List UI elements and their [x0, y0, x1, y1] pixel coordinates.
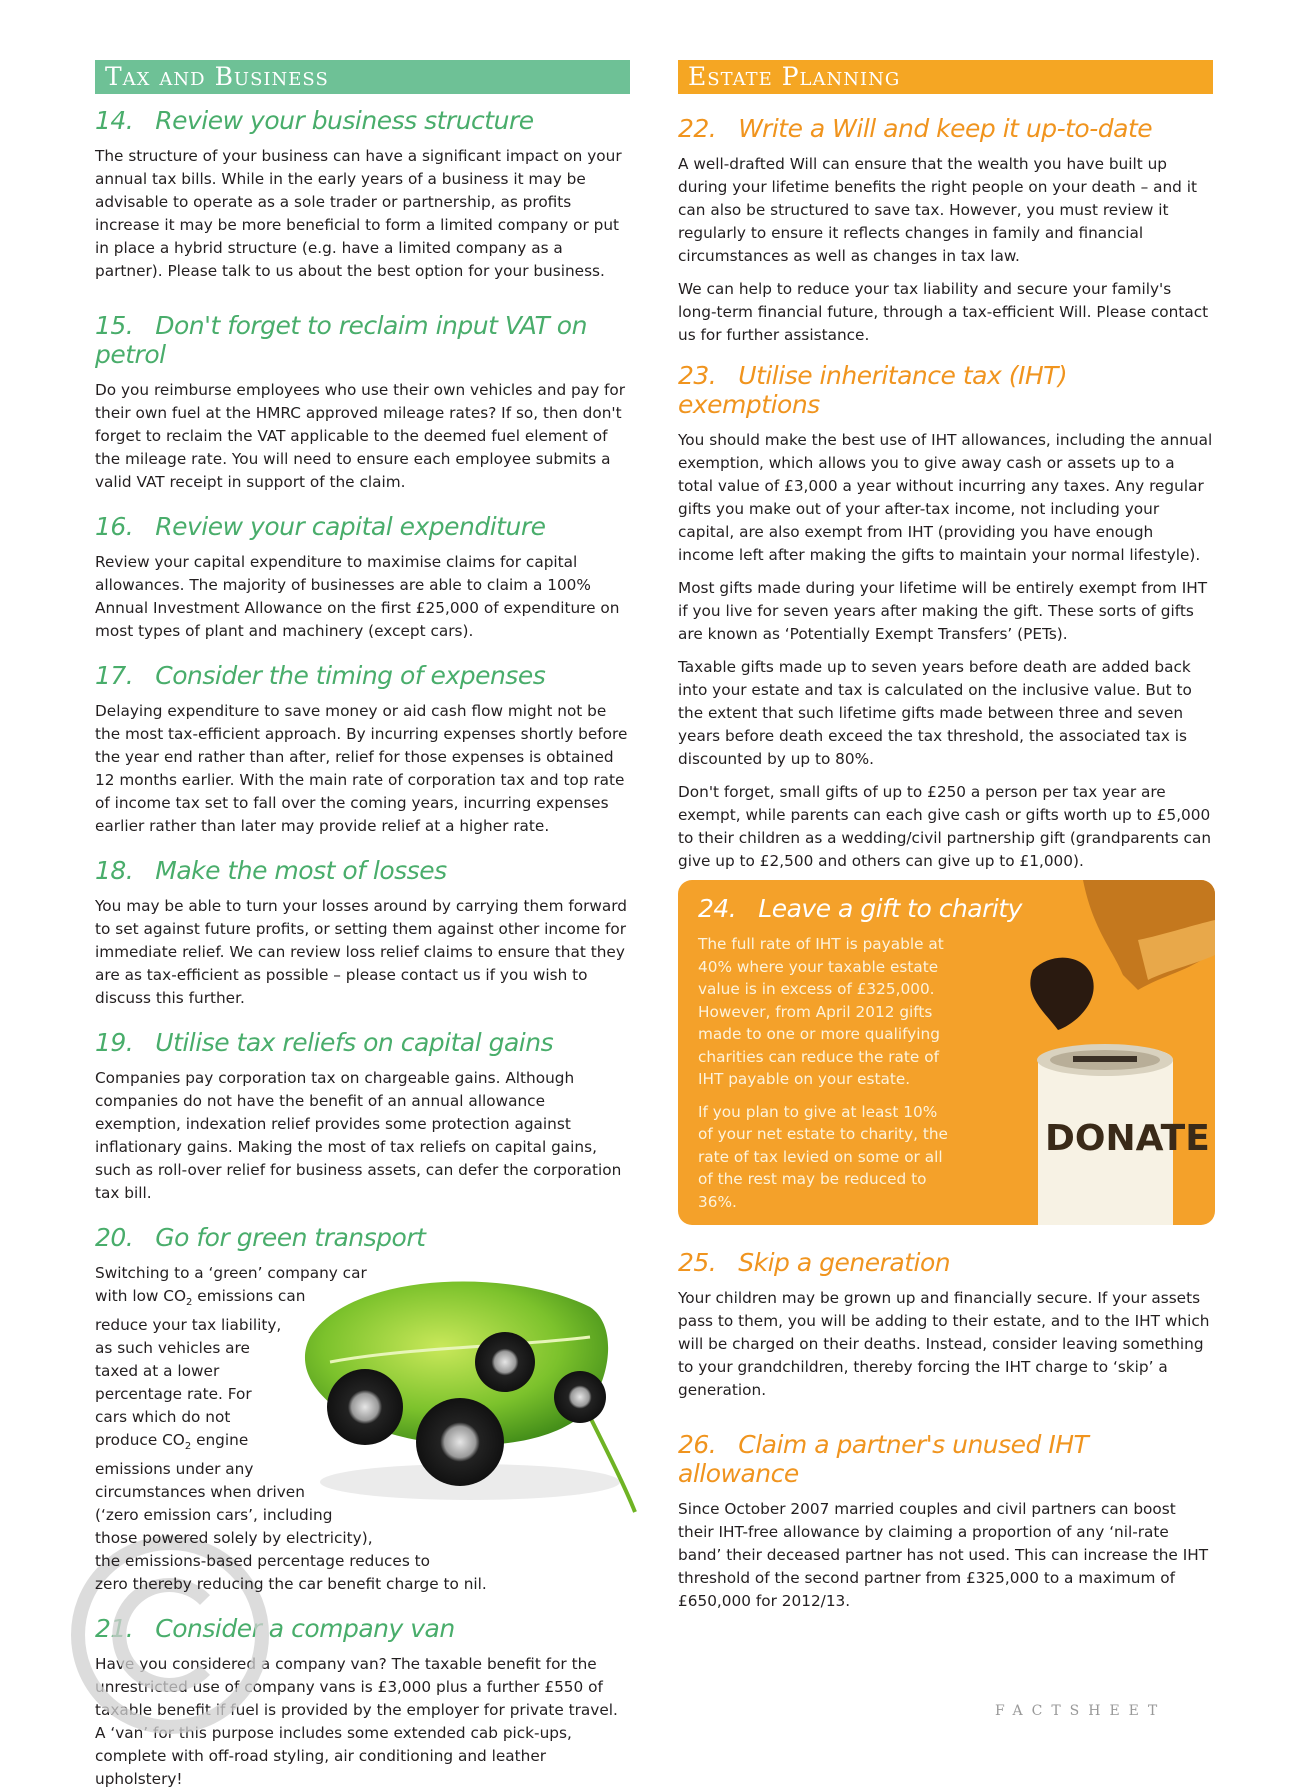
section-19-body: Companies pay corporation tax on chargeable gains. Although companies do not have the benefit of an annual allowance exemption, indexation relief provides some protection against inflationary gains. Making the most of tax reliefs on capital gains, such as roll-over relief for business assets, can defer the corporation tax bill. — [95, 1069, 622, 1202]
section-22-body-1: A well-drafted Will can ensure that the wealth you have built up during your lifetime benefits the right people on your death – and it can also be structured to save tax. However, you must review it regularly to ensure it reflects changes in family and financial circumstances as well as changes in tax law. — [678, 155, 1197, 265]
section-22-body-2: We can help to reduce your tax liability and secure your family's long-term financial future, through a tax-efficient Will. Please contact us for further assistance. — [678, 280, 1209, 344]
estate-planning-lower — [678, 1248, 1213, 1613]
section-23-body-2: Most gifts made during your lifetime will be entirely exempt from IHT if you live for seven years after making the gift. These sorts of gifts are known as ‘Potentially Exempt Transfers’ (PETs). — [678, 579, 1208, 643]
section-20-body: Switching to a ‘green’ company car with low $CO_2$ emissions can reduce your tax liability, as such vehicles are taxed at a lower percentage rate. For cars which do not produce $CO_2$ engine emissions under any circumstances when driven (‘zero emission cars’, including those powered solely by electricity), the emissions-based percentage reduces to zero thereby reducing the car benefit charge to nil. — [95, 1262, 630, 1596]
svg-text:DONATE: DONATE — [1045, 1118, 1210, 1159]
section-25-heading: 25. Skip a generation — [678, 1248, 951, 1277]
section-24-heading: 24. Leave a gift to charity — [698, 894, 1022, 923]
section-25-body: Your children may be grown up and financially secure. If your assets pass to them, you will be adding to their estate, and to the IHT which will be charged on their deaths. Instead, consider leaving something to your grandchildren, thereby forcing the IHT charge to ‘skip’ a generation. — [678, 1289, 1210, 1399]
section-26-heading: 26. Claim a partner's unused IHT allowance — [678, 1430, 1089, 1488]
section-23-heading: 23. Utilise inheritance tax (IHT) exemptions — [678, 361, 1068, 419]
section-17-body: Delaying expenditure to save money or aid cash flow might not be the most tax-efficient approach. By incurring expenses shortly before the year end rather than after, relief for those expenses is obtained 12 months earlier. With the main rate of corporation tax and top rate of income tax set to fall over the coming years, incurring expenses earlier rather than later may provide relief at a higher rate. — [95, 702, 628, 835]
section-18-body: You may be able to turn your losses around by carrying them forward to set against future profits, or setting them against other income for immediate relief. We can review loss relief claims to ensure that they are as tax-efficient as possible – please contact us if you wish to discuss this further. — [95, 897, 627, 1007]
section-14-body: The structure of your business can have a significant impact on your annual tax bills. While in the early years of a business it may be advisable to operate as a sole trader or partnership, as profits increase it may be more beneficial to form a limited company or put in place a hybrid structure (e.g. have a limited company as a partner). Please talk to us about the best option for your business. — [95, 147, 622, 280]
section-19-heading: 19. Utilise tax reliefs on capital gains — [95, 1028, 554, 1057]
tax-business-header: Tax and Business — [95, 60, 630, 94]
section-15-heading: 15. Don't forget to reclaim input VAT on petrol — [95, 311, 587, 369]
section-24-body-2: If you plan to give at least 10% of your net estate to charity, the rate of tax levied on some or all of the rest may be reduced to 36%. — [698, 1102, 948, 1211]
charity-callout — [678, 880, 1215, 1225]
section-22-heading: 22. Write a Will and keep it up-to-date — [678, 114, 1153, 143]
estate-planning-column — [678, 60, 1213, 873]
estate-planning-header: Estate Planning — [678, 60, 1213, 94]
section-18-heading: 18. Make the most of losses — [95, 856, 447, 885]
section-26-body: Since October 2007 married couples and civil partners can boost their IHT-free allowance by claiming a proportion of any ‘nil-rate band’ their deceased partner has not used. This can increase the IHT threshold of the second partner from £325,000 to a maximum of £650,000 for 2012/13. — [678, 1500, 1209, 1610]
section-15-body: Do you reimburse employees who use their own vehicles and pay for their own fuel at the HMRC approved mileage rates? If so, then don't forget to reclaim the VAT applicable to the deemed fuel element of the mileage rate. You will need to ensure each employee submits a valid VAT receipt in support of the claim. — [95, 381, 626, 491]
section-21-heading: 21. Consider a company van — [95, 1614, 455, 1644]
section-16-heading: 16. Review your capital expenditure — [95, 512, 546, 541]
section-23-body-3: Taxable gifts made up to seven years before death are added back into your estate and tax is calculated on the inclusive value. But to the extent that such lifetime gifts made between three and seven years before death exceed the tax threshold, the associated tax is discounted by up to 80%. — [678, 658, 1192, 768]
section-16-body: Review your capital expenditure to maximise claims for capital allowances. The majority of businesses are able to claim a 100% Annual Investment Allowance on the first £25,000 of expenditure on most types of plant and machinery (except cars). — [95, 553, 620, 640]
section-21-body: Have you considered a company van? The taxable benefit for the unrestricted use of company vans is £3,000 plus a further £550 of taxable benefit if fuel is provided by the employer for private travel. A ‘van’ for this purpose includes some extended cab pick-ups, complete with off-road styling, air conditioning and leather upholstery! — [95, 1655, 618, 1789]
factsheet-footer: FACTSHEET — [995, 1703, 1167, 1719]
donate-can-illustration — [963, 880, 1215, 1225]
section-17-heading: 17. Consider the timing of expenses — [95, 661, 546, 690]
section-20-heading: 20. Go for green transport — [95, 1223, 426, 1252]
section-24-body-1: The full rate of IHT is payable at 40% where your taxable estate value is in excess of £325,000. However, from April 2012 gifts made to one or more qualifying charities can reduce the rate of IHT payable on your estate. — [698, 935, 944, 1088]
section-23-body-1: You should make the best use of IHT allowances, including the annual exemption, which allows you to give away cash or assets up to a total value of £3,000 a year without incurring any taxes. Any regular gifts you make out of your after-tax income, not including your capital, are also exempt from IHT (providing you have enough income left after making the gifts to maintain your normal lifestyle). — [678, 431, 1213, 564]
tax-business-column — [95, 60, 630, 1791]
section-23-body-4: Don't forget, small gifts of up to £250 a person per tax year are exempt, while parents can each give cash or gifts worth up to £5,000 to their children as a wedding/civil partnership gift (grandparents can give up to £2,500 and others can give up to £1,000). — [678, 783, 1212, 870]
section-14-heading: 14. Review your business structure — [95, 106, 534, 135]
